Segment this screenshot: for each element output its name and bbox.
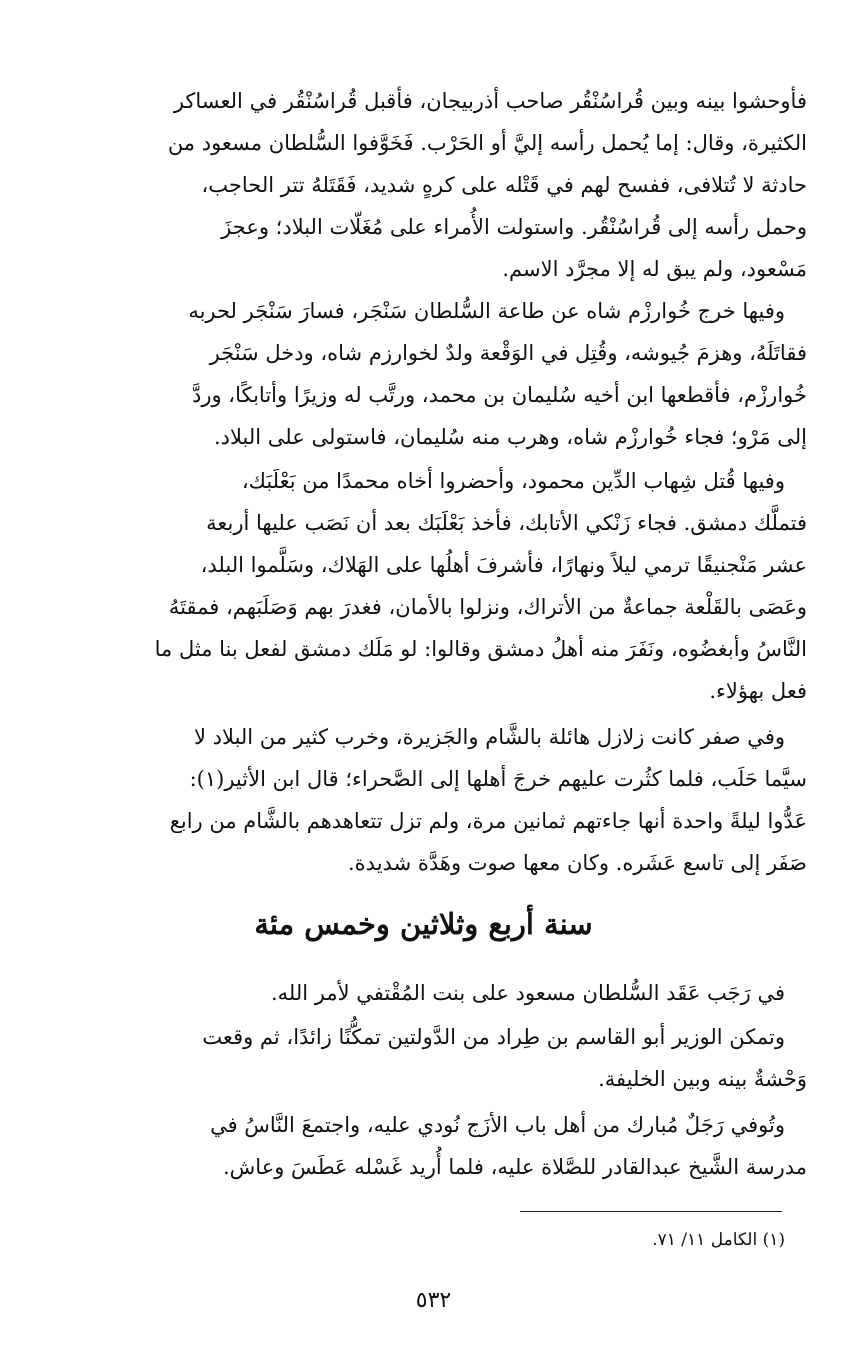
- text-line: فقاتَلَهُ، وهزمَ جُيوشه، وقُتِل في الوَقْعة ولدٌ لخوارزم شاه، ودخل سَنْجَر: [209, 341, 807, 365]
- paragraph-6: [40, 1016, 807, 1100]
- text-line: مدرسة الشَّيخ عبدالقادر للصَّلاة عليه، فلما أُريد غَسْله عَطَسَ وعاش.: [222, 1155, 807, 1179]
- text-line: الكثيرة، وقال: إما يُحمل رأسه إليَّ أو الحَرْب. فَخَوَّفوا السُّلطان مسعود من: [167, 131, 807, 155]
- text-line: عَدُّوا ليلةً واحدة أنها جاءتهم ثمانين مرة، ولم تزل تتعاهدهم بالشَّام من رابع: [169, 809, 807, 833]
- text-line: وفيها قُتل شِهاب الدِّين محمود، وأحضروا أخاه محمدًا من بَعْلَبَك،: [241, 469, 785, 493]
- text-line: فتملَّك دمشق. فجاء زَنْكي الأتابك، فأخذ بَعْلَبَك بعد أن نَصَب عليها أربعة: [206, 511, 807, 535]
- year-heading: سنة أربع وثلاثين وخمس مئة: [254, 907, 593, 941]
- text-line: فعل بهؤلاء.: [709, 679, 807, 703]
- text-line: وتُوفي رَجَلٌ مُبارك من أهل باب الأزَج نُودي عليه، واجتمعَ النَّاسُ في: [210, 1113, 785, 1137]
- text-line: خُوارزْم، فأقطعها ابن أخيه سُليمان بن محمد، ورتَّب له وزيرًا وأتابكًا، وردَّ: [192, 383, 807, 407]
- text-line: النَّاسُ وأبغضُوه، ونَفَرَ منه أهلُ دمشق وقالوا: لو مَلَك دمشق لفعل بنا مثل ما: [154, 637, 807, 661]
- paragraph-4: [40, 716, 807, 884]
- text-line: صَفَر إلى تاسع عَشَره. وكان معها صوت وهَدَّة شديدة.: [348, 851, 807, 875]
- text-line: سيَّما حَلَب، فلما كثُرت عليهم خرجَ أهلها إلى الصَّحراء؛ قال ابن الأثير(١):: [189, 767, 807, 791]
- paragraph-7: [40, 1104, 807, 1188]
- text-line: وحمل رأسه إلى قُراسُنْقُر. واستولت الأُمراء على مُغَلّات البلاد؛ وعجزَ: [221, 215, 807, 239]
- text-line: في رَجَب عَقَد السُّلطان مسعود على بنت المُقْتفي لأمر الله.: [271, 981, 785, 1005]
- paragraph-1: [40, 80, 807, 290]
- text-line: إلى مَرْو؛ فجاء خُوارزْم شاه، وهرب منه سُليمان، فاستولى على البلاد.: [213, 425, 807, 449]
- text-line: وفيها خرج خُوارزْم شاه عن طاعة السُّلطان سَنْجَر، فسارَ سَنْجَر لحربه: [188, 299, 785, 323]
- text-line: وفي صفر كانت زلازل هائلة بالشَّام والجَزيرة، وخرب كثير من البلاد لا: [194, 725, 785, 749]
- text-line: وَحْشةٌ بينه وبين الخليفة.: [598, 1067, 807, 1091]
- page-number: ٥٣٢: [415, 1288, 452, 1313]
- footnote: (١) الكامل ١١/ ٧١.: [652, 1230, 785, 1250]
- paragraph-5: [40, 972, 807, 1014]
- text-line: وعَصَى بالقَلْعة جماعةٌ من الأتراك، ونزلوا بالأمان، فغدرَ بهم وَصَلَبَهم، فمقتَهُ: [168, 595, 807, 619]
- text-line: عشر مَنْجنيقًا ترمي ليلاً ونهارًا، فأشرفَ أهلُها على الهَلاك، وسَلَّموا البلد،: [200, 553, 807, 577]
- footnote-divider: [520, 1211, 782, 1212]
- text-line: حادثة لا تُتلافى، ففسح لهم في قَتْله على كرهٍ شديد، فَقَتَلهُ تتر الحاجب،: [201, 173, 807, 197]
- paragraph-3: [40, 460, 807, 712]
- text-line: فأوحشوا بينه وبين قُراسُنْقُر صاحب أذربيجان، فأقبل قُراسُنْقُر في العساكر: [173, 89, 807, 113]
- paragraph-2: [40, 290, 807, 458]
- text-line: مَسْعود، ولم يبق له إلا مجرَّد الاسم.: [502, 257, 807, 281]
- text-line: وتمكن الوزير أبو القاسم بن طِراد من الدَّولتين تمكُّنًا زائدًا، ثم وقعت: [202, 1025, 785, 1049]
